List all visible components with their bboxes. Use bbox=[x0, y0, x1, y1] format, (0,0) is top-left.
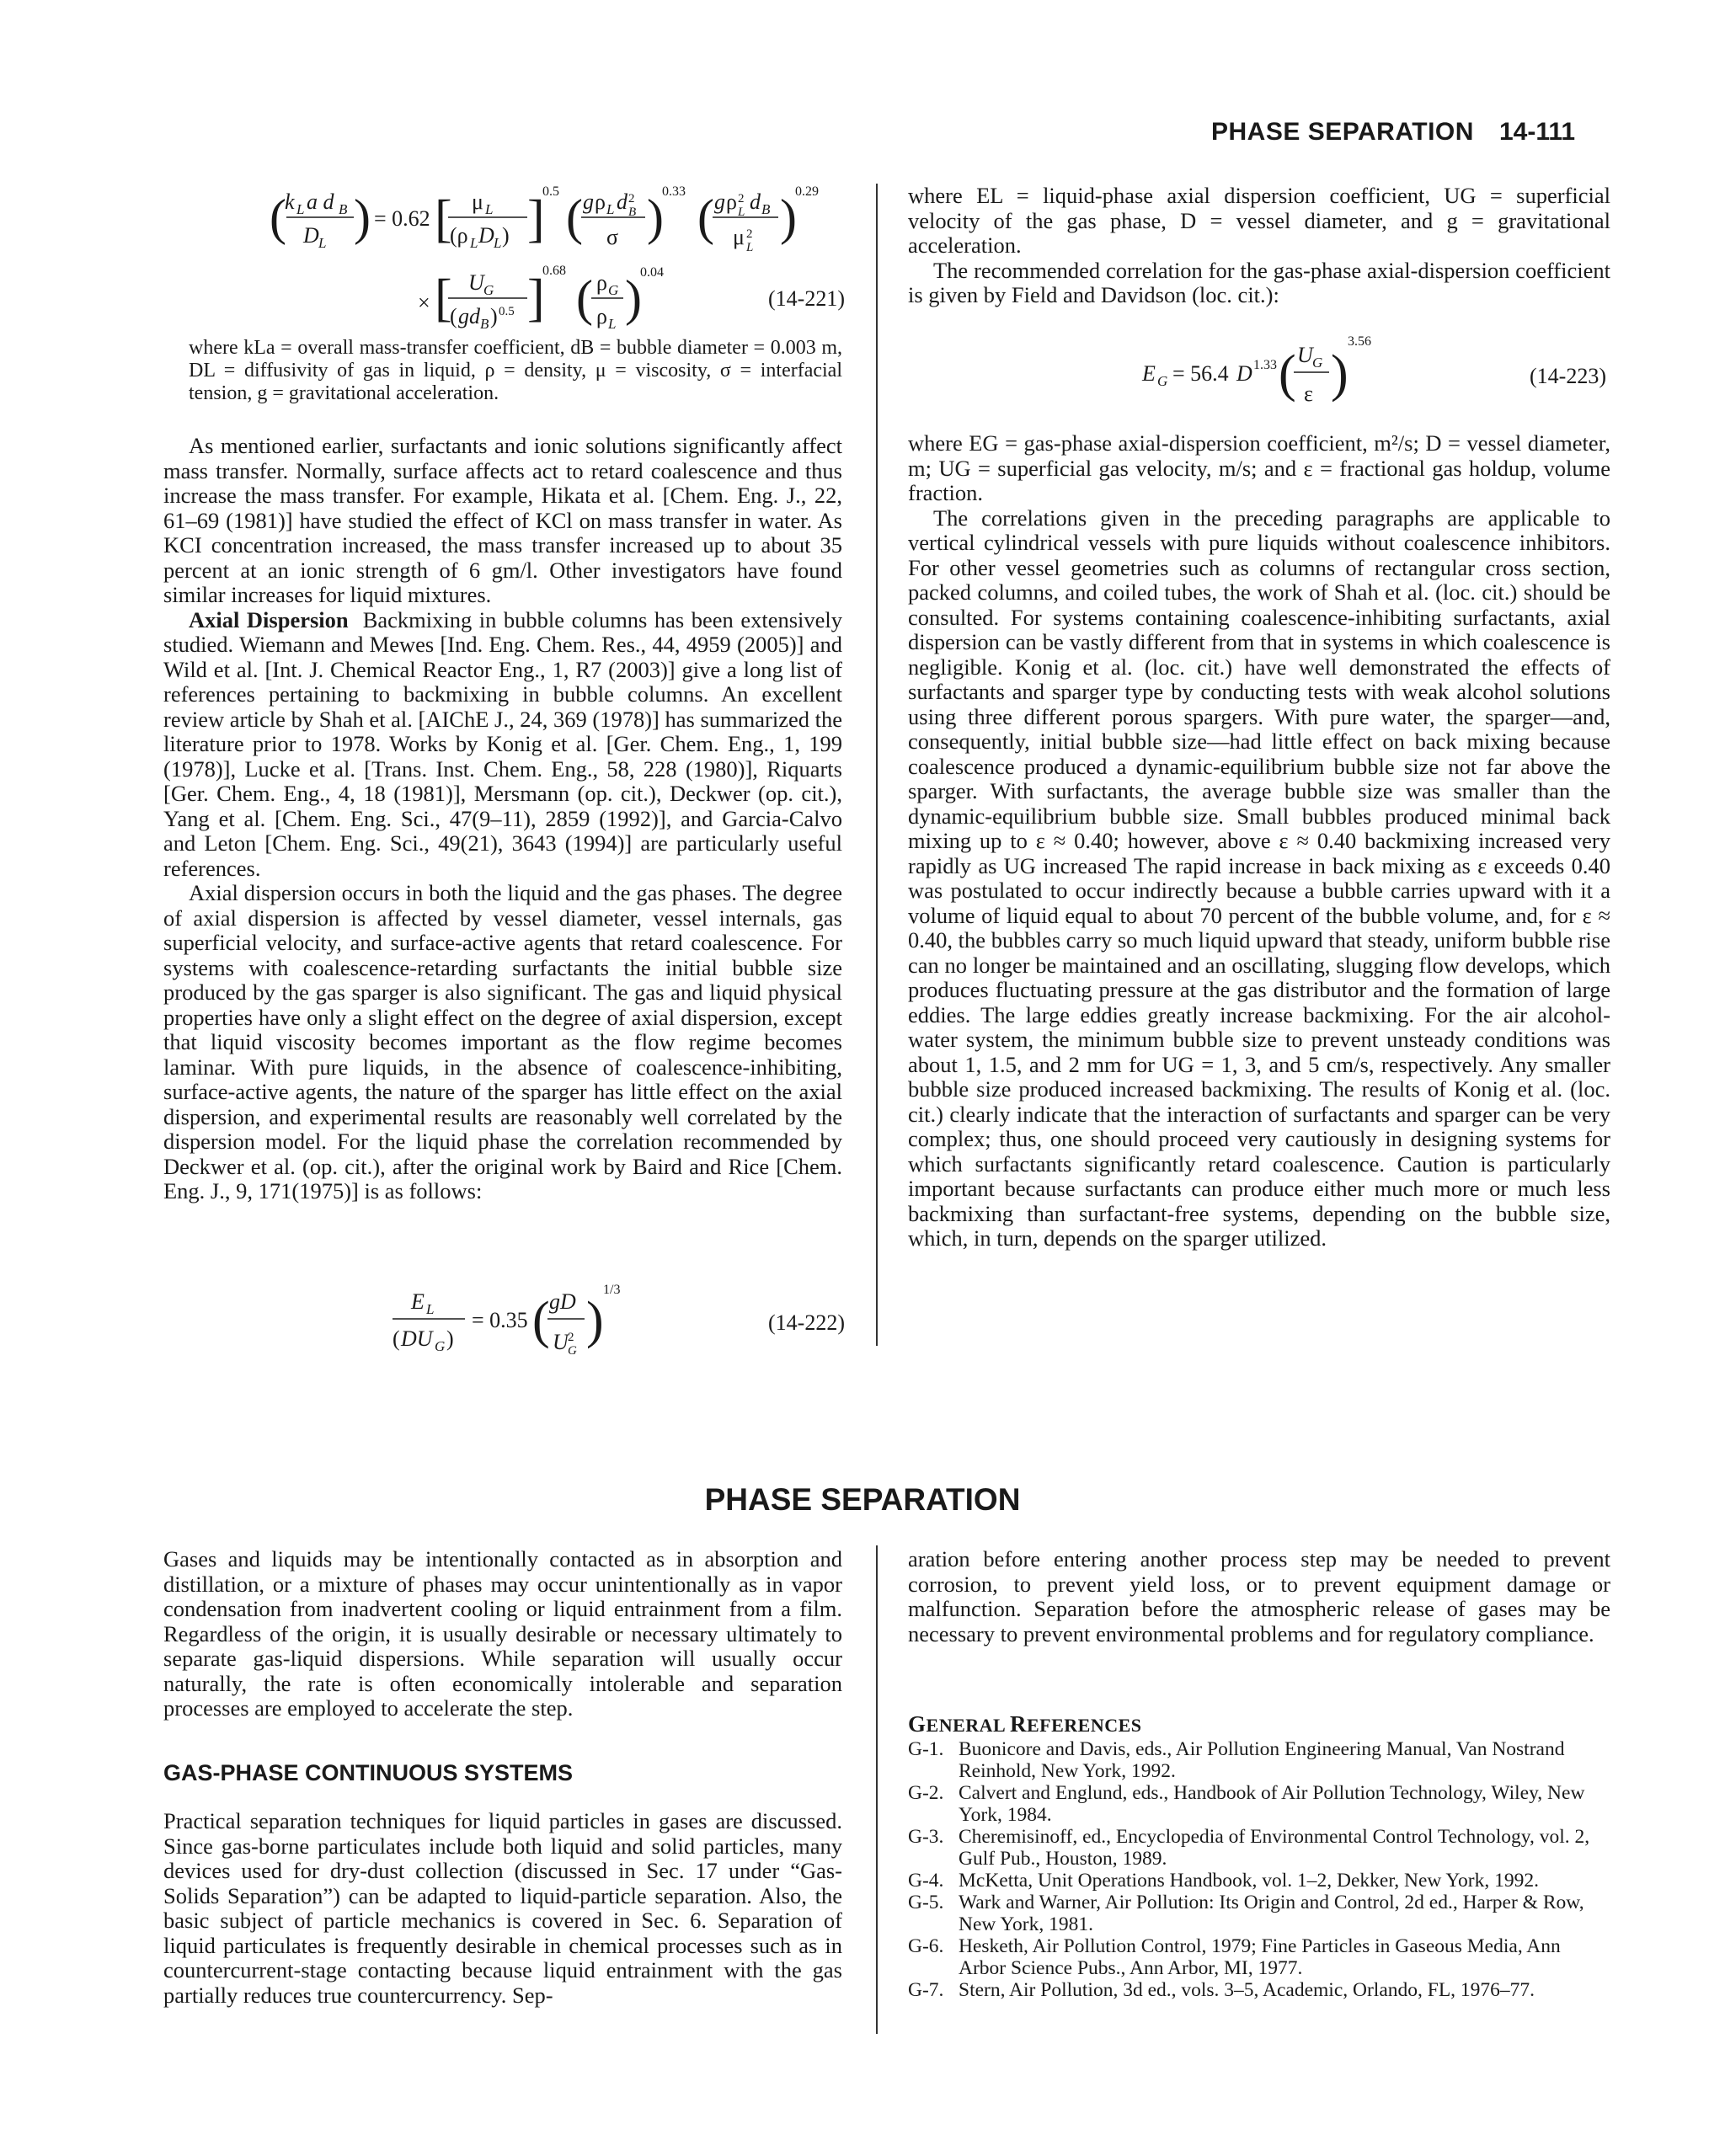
svg-text:2: 2 bbox=[746, 227, 753, 241]
svg-text:1/3: 1/3 bbox=[603, 1283, 621, 1297]
right-column-lower bbox=[908, 1547, 1610, 1646]
svg-text:g: g bbox=[583, 189, 594, 214]
svg-text:): ) bbox=[780, 189, 797, 245]
svg-text:ρ: ρ bbox=[596, 270, 607, 295]
equation-14-221 bbox=[270, 184, 842, 335]
svg-text:= 56.4: = 56.4 bbox=[1172, 361, 1229, 386]
svg-text:B: B bbox=[339, 201, 348, 217]
equation-number-14-223: (14-223) bbox=[1530, 364, 1606, 388]
svg-text:]: ] bbox=[527, 190, 545, 248]
svg-text:G: G bbox=[608, 282, 619, 298]
right-column-upper-b bbox=[908, 431, 1610, 1251]
paragraph-gases-liquids-intro: Gases and liquids may be intentionally contacted as in absorption and distillation, or a mixture of phases may occur unintentionally as in vapor condensation from inadvertent cooling or liquid entrainment from a film. Regardless of the origin, it is usually desirable or necessary ultimately to separate gas-liquid dispersions. While separation will usually occur naturally, the rate is often economically intolerable and separation processes are employed to accelerate the step. bbox=[163, 1546, 842, 1721]
svg-text:D: D bbox=[478, 223, 494, 248]
svg-text:(: ( bbox=[393, 1326, 400, 1351]
svg-text:L: L bbox=[608, 316, 617, 332]
paragraph-field-davidson: The recommended correlation for the gas-phase axial-dispersion coefficient is given by Field and Davidson (loc. cit.): bbox=[908, 257, 1610, 307]
axial-dispersion-text: Backmixing in bubble columns has been extensively studied. Wiemann and Mewes [Ind. Eng. Chem. Res., 44, 4959 (2005)] and Wild et al. [Int. J. Chemical Reactor Eng., 1, R7 (2003)] give a long list of references pertaining to backmixing in bubble columns. An excellent review article by Shah et al. [AIChE J., 24, 369 (1978)] has summarized the literature prior to 1978. Works by Konig et al. [Ger. Chem. Eng., 1, 199 (1978)], Lucke et al. [Trans. Inst. Chem. Eng., 58, 228 (1980)], Riquarts [Ger. Chem. Eng., 4, 18 (1981)], Mersmann (op. cit.), Deckwer (op. cit.), Yang et al. [Chem. Eng. Sci., 47(9–11), 2859 (1992)], and Garcia-Calvo and Leton [Chem. Eng. Sci., 49(21), 3643 (1994)] are particularly useful references. bbox=[163, 606, 842, 881]
svg-text:g: g bbox=[714, 189, 725, 214]
run-in-heading-axial-dispersion: Axial Dispersion bbox=[189, 606, 349, 632]
equation-14-222 bbox=[387, 1280, 640, 1364]
svg-text:gd: gd bbox=[458, 304, 480, 328]
svg-text:G: G bbox=[1312, 355, 1323, 371]
page-number: 14-111 bbox=[1499, 118, 1576, 146]
svg-text:1.33: 1.33 bbox=[1253, 358, 1277, 372]
svg-text:(: ( bbox=[1279, 345, 1296, 403]
svg-text:ρ: ρ bbox=[596, 304, 607, 328]
svg-text:E: E bbox=[411, 1289, 425, 1314]
svg-text:L: L bbox=[485, 201, 494, 217]
svg-text:μ: μ bbox=[472, 189, 483, 214]
svg-text:0.04: 0.04 bbox=[640, 265, 664, 280]
svg-text:(: ( bbox=[566, 189, 583, 245]
svg-text:k: k bbox=[285, 189, 295, 214]
svg-text:(: ( bbox=[576, 270, 593, 326]
svg-text:L: L bbox=[318, 235, 327, 251]
equation-number-14-221: (14-221) bbox=[768, 286, 845, 311]
svg-text:): ) bbox=[446, 1326, 454, 1351]
svg-text:gD: gD bbox=[549, 1289, 576, 1314]
svg-text:[: [ bbox=[435, 270, 452, 327]
svg-text:2: 2 bbox=[568, 1331, 574, 1344]
svg-text:G: G bbox=[435, 1338, 446, 1354]
reference-item: G-4. McKetta, Unit Operations Handbook, vol. 1–2, Dekker, New York, 1992. bbox=[908, 1870, 1539, 1892]
paragraph-axial-dispersion-phases: Axial dispersion occurs in both the liquid and the gas phases. The degree of axial dispersion is affected by vessel diameter, vessel internals, gas superficial velocity, and surface-active agents that retard coalescence. For systems with coalescence-retarding surfactants the initial bubble size produced by the gas sparger is also significant. The gas and liquid physical properties have only a slight effect on the degree of axial dispersion, except that liquid viscosity becomes important as the flow regime becomes laminar. With pure liquids, in the absence of coalescence-inhibiting, surface-active agents, the nature of the sparger has little effect on the axial dispersion, and experimental results are reasonably well correlated by the dispersion model. For the liquid phase the correlation recommended by Deckwer et al. (op. cit.), after the original work by Baird and Rice [Chem. Eng. J., 9, 171(1975)] is as follows: bbox=[163, 880, 842, 1203]
svg-text:L: L bbox=[738, 205, 745, 219]
svg-text:d: d bbox=[617, 189, 628, 214]
general-references-list bbox=[908, 1738, 1610, 2001]
paragraph-eg-definitions: where EG = gas-phase axial-dispersion coefficient, m²/s; D = vessel diameter, m; UG = superficial gas velocity, m/s; and ε = fractional gas holdup, volume fraction. bbox=[908, 430, 1610, 505]
left-column-lower bbox=[163, 1547, 842, 1721]
svg-text:B: B bbox=[761, 201, 771, 217]
svg-text:G: G bbox=[568, 1344, 577, 1358]
section-title: PHASE SEPARATION bbox=[704, 1482, 1021, 1517]
svg-text:): ) bbox=[647, 189, 664, 245]
paragraph-surfactants: As mentioned earlier, surfactants and ionic solutions significantly affect mass transfer. Normally, surface affects act to retard coalescence and thus increase the mass transfer. For example, Hikata et al. [Chem. Eng. J., 22, 61–69 (1981)] have studied the effect of KCl on mass transfer in water. As KCI concentration increased, the mass transfer increased up to about 35 percent at an ionic strength of 6 gm/l. Other investigators have found similar increases for liquid mixtures. bbox=[163, 433, 842, 607]
paragraph-separation-techniques: Practical separation techniques for liquid particles in gases are discussed. Since gas-borne particulates include both liquid and solid particles, many devices used for dry-dust collection (discussed in Sec. 17 under “Gas-Solids Separation”) can be adapted to liquid-particle separation. Also, the basic subject of particle mechanics is covered in Sec. 6. Separation of liquid particulates is frequently desirable in chemical processes such as in countercurrent-stage contacting because liquid entrainment with the gas partially reduces true countercurrency. Sep- bbox=[163, 1808, 842, 2008]
svg-text:(: ( bbox=[270, 189, 286, 245]
column-divider-upper bbox=[876, 184, 878, 1346]
reference-item: G-7. Stern, Air Pollution, 3d ed., vols. 3–5, Academic, Orlando, FL, 1976–77. bbox=[908, 1979, 1535, 2001]
svg-text:): ) bbox=[502, 223, 510, 248]
svg-text:(ρ: (ρ bbox=[450, 223, 468, 248]
right-column-upper-a bbox=[908, 184, 1610, 308]
svg-text:): ) bbox=[490, 304, 498, 328]
paragraph-correlations-applicability: The correlations given in the preceding paragraphs are applicable to vertical cylindrical vessels with pure liquids without coalescence inhibitors. For other vessel geometries such as columns of rectangular cross section, packed columns, and coiled tubes, the work of Shah et al. (loc. cit.) should be consulted. For systems containing coalescence-inhibiting surfactants, axial dispersion can be vastly different from that in systems in which coalescence is negligible. Konig et al. (loc. cit.) have well demonstrated the effects of surfactants and sparger type by conducting tests with weak alcohol solutions using three different porous spargers. With pure water, the sparger—and, consequently, initial bubble size—had little effect on back mixing because coalescence produced a dynamic-equilibrium bubble size not far above the sparger. With surfactants, the average bubble size was smaller than the dynamic-equilibrium bubble size. Small bubbles produced minimal back mixing up to ε ≈ 0.40; however, above ε ≈ 0.40 backmixing increased very rapidly as UG increased The rapid increase in back mixing as ε exceeds 0.40 was postulated to occur indirectly because a bubble carries upward with it a volume of liquid equal to about 70 percent of the bubble volume, and, for ε ≈ 0.40, the bubbles carry so much liquid upward that steady, uniform bubble rise can no longer be maintained and an oscillating, slugging flow develops, which produces fluctuating pressure at the gas distributor and the formation of large eddies. The large eddies greatly increase backmixing. For the air alcohol-water system, the minimum bubble size to prevent unsteady conditions was about 1, 1.5, and 2 mm for UG = 1, 3, and 5 cm/s, respectively. Any smaller bubble size produced increased backmixing. The results of Konig et al. (loc. cit.) clearly indicate that the interaction of surfactants and sparger can be very complex; thus, one should proceed very cautiously in designing systems for which surfactants significantly retard coalescence. Caution is particularly important because surfactants can produce either much more or much less backmixing than surfactant-free systems, depending on the bubble size, which, in turn, depends on the sparger utilized. bbox=[908, 504, 1610, 1251]
svg-text:[: [ bbox=[435, 190, 452, 248]
svg-text:D: D bbox=[1236, 361, 1252, 386]
svg-text:B: B bbox=[628, 205, 637, 219]
svg-text:(: ( bbox=[697, 189, 714, 245]
svg-text:L: L bbox=[494, 235, 502, 251]
reference-item: G-1. Buonicore and Davis, eds., Air Pollution Engineering Manual, Van Nostrand Reinhold, New York, 1992. bbox=[908, 1738, 1565, 1782]
svg-text:L: L bbox=[296, 201, 305, 217]
svg-text:): ) bbox=[625, 270, 642, 326]
svg-text:): ) bbox=[1331, 345, 1348, 403]
svg-text:B: B bbox=[480, 316, 489, 332]
svg-text:U: U bbox=[553, 1330, 569, 1354]
column-divider-lower bbox=[876, 1545, 878, 2034]
svg-text:): ) bbox=[586, 1292, 604, 1349]
svg-text:E: E bbox=[1142, 361, 1156, 386]
svg-text:μ: μ bbox=[733, 225, 745, 249]
svg-text:DU: DU bbox=[401, 1326, 433, 1351]
svg-text:σ: σ bbox=[606, 225, 619, 249]
svg-text:D: D bbox=[303, 223, 319, 248]
reference-item: G-2. Calvert and Englund, eds., Handbook of Air Pollution Technology, Wiley, New York, 1984. bbox=[908, 1782, 1585, 1826]
svg-text:0.5: 0.5 bbox=[499, 305, 515, 318]
svg-text:U: U bbox=[1297, 343, 1313, 367]
reference-item: G-5. Wark and Warner, Air Pollution: Its Origin and Control, 2d ed., Harper & Row, New York, 1981. bbox=[908, 1892, 1584, 1935]
svg-text:(: ( bbox=[450, 304, 457, 328]
svg-text:×: × bbox=[418, 291, 430, 315]
left-column-upper bbox=[163, 434, 842, 1204]
svg-text:= 0.62: = 0.62 bbox=[374, 206, 430, 231]
svg-text:0.68: 0.68 bbox=[542, 264, 566, 278]
running-header-title: PHASE SEPARATION bbox=[1211, 118, 1474, 146]
paragraph-separation-continued: aration before entering another process step may be needed to prevent corrosion, to prevent yield loss, or to prevent equipment damage or malfunction. Separation before the atmospheric release of gases may be necessary to prevent environmental problems and for regulatory compliance. bbox=[908, 1546, 1610, 1646]
paragraph-axial-dispersion bbox=[163, 608, 842, 882]
svg-text:ε: ε bbox=[1304, 382, 1313, 406]
svg-text:]: ] bbox=[527, 270, 545, 327]
left-column-lower-b bbox=[163, 1809, 842, 2008]
svg-text:L: L bbox=[470, 235, 478, 251]
eq221-variable-definitions: where kLa = overall mass-transfer coefficient, dB = bubble diameter = 0.003 m, DL = diffusivity of gas in liquid, ρ = density, μ = viscosity, σ = interfacial tension, g = gravitational acceleration. bbox=[189, 337, 842, 404]
svg-text:(: ( bbox=[532, 1292, 550, 1349]
svg-text:a d: a d bbox=[307, 189, 334, 214]
svg-text:0.5: 0.5 bbox=[542, 184, 559, 199]
svg-text:): ) bbox=[354, 189, 371, 245]
reference-item: G-3. Cheremisinoff, ed., Encyclopedia of Environmental Control Technology, vol. 2, Gulf Pub., Houston, 1989. bbox=[908, 1826, 1590, 1870]
reference-item: G-6. Hesketh, Air Pollution Control, 1979; Fine Particles in Gaseous Media, Ann Arbor Science Pubs., Ann Arbor, MI, 1977. bbox=[908, 1935, 1561, 1979]
svg-text:U: U bbox=[468, 270, 484, 295]
svg-text:ρ: ρ bbox=[726, 189, 737, 214]
svg-text:0.29: 0.29 bbox=[795, 184, 819, 199]
equation-14-223 bbox=[1137, 334, 1390, 418]
svg-text:= 0.35: = 0.35 bbox=[472, 1308, 528, 1332]
svg-text:G: G bbox=[483, 282, 494, 298]
general-references-heading: GENERAL REFERENCES bbox=[908, 1711, 1142, 1737]
svg-text:d: d bbox=[750, 189, 761, 214]
subsection-title-gas-phase: GAS-PHASE CONTINUOUS SYSTEMS bbox=[163, 1760, 574, 1785]
svg-text:ρ: ρ bbox=[595, 189, 606, 214]
svg-text:3.56: 3.56 bbox=[1348, 334, 1371, 349]
svg-text:0.33: 0.33 bbox=[662, 184, 686, 199]
svg-text:2: 2 bbox=[738, 192, 745, 205]
svg-text:L: L bbox=[746, 241, 754, 254]
equation-number-14-222: (14-222) bbox=[768, 1310, 845, 1335]
svg-text:L: L bbox=[606, 201, 615, 217]
paragraph-el-definitions: where EL = liquid-phase axial dispersion coefficient, UG = superficial velocity of the gas phase, D = vessel diameter, and g = gravitational acceleration. bbox=[908, 183, 1610, 258]
svg-text:G: G bbox=[1157, 373, 1168, 389]
svg-text:L: L bbox=[426, 1301, 435, 1317]
svg-text:2: 2 bbox=[628, 192, 635, 205]
